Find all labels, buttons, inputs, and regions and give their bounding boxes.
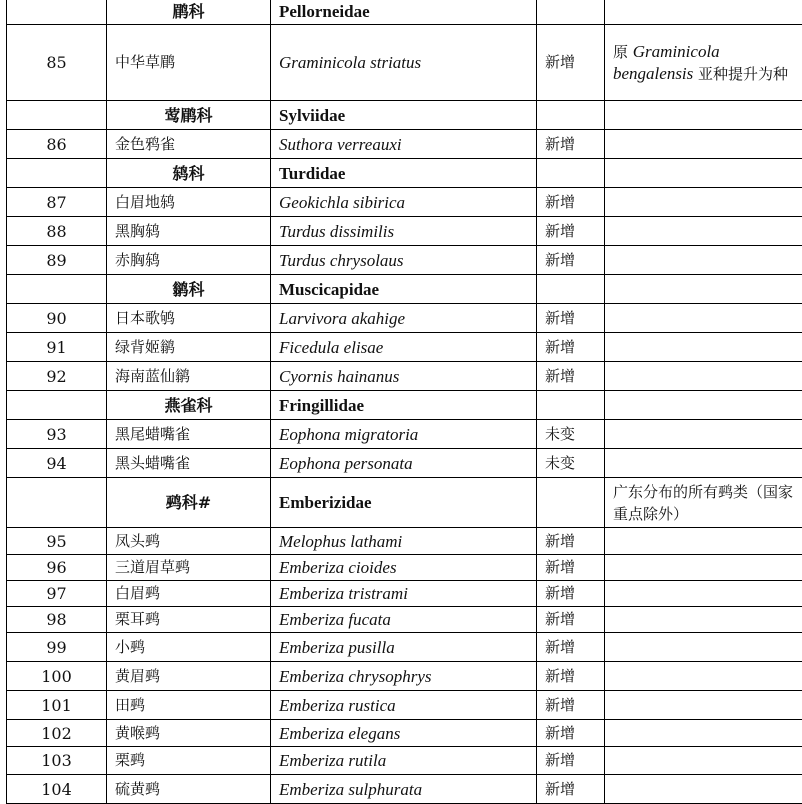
family-sci: Sylviidae	[271, 101, 537, 130]
table-row	[7, 775, 802, 804]
status: 新增	[537, 555, 605, 581]
status: 新增	[537, 607, 605, 633]
row-number: 90	[7, 304, 107, 333]
chinese-name: 日本歌鸲	[107, 304, 271, 333]
row-number: 104	[7, 775, 107, 804]
family-row	[7, 0, 802, 25]
family-cn: 莺鹛科	[107, 101, 271, 130]
table-row	[7, 362, 802, 391]
family-sci: Emberizidae	[271, 478, 537, 528]
family-row	[7, 275, 802, 304]
status: 新增	[537, 581, 605, 607]
status: 新增	[537, 633, 605, 662]
row-number: 103	[7, 747, 107, 775]
family-row	[7, 159, 802, 188]
table-row	[7, 246, 802, 275]
row-number: 99	[7, 633, 107, 662]
status: 新增	[537, 246, 605, 275]
chinese-name: 黑头蜡嘴雀	[107, 449, 271, 478]
table-row	[7, 633, 802, 662]
family-sci: Muscicapidae	[271, 275, 537, 304]
family-row	[7, 101, 802, 130]
family-cn: 鸫科	[107, 159, 271, 188]
scientific-name: Emberiza sulphurata	[271, 775, 537, 804]
status: 新增	[537, 691, 605, 720]
row-number: 85	[7, 25, 107, 101]
status: 新增	[537, 775, 605, 804]
table-row	[7, 449, 802, 478]
row-number: 96	[7, 555, 107, 581]
row-number: 86	[7, 130, 107, 159]
row-number: 102	[7, 720, 107, 747]
chinese-name: 金色鸦雀	[107, 130, 271, 159]
table-row	[7, 555, 802, 581]
scientific-name: Ficedula elisae	[271, 333, 537, 362]
scientific-name: Eophona migratoria	[271, 420, 537, 449]
family-cn: 鹀科#	[107, 478, 271, 528]
chinese-name: 小鹀	[107, 633, 271, 662]
scientific-name: Cyornis hainanus	[271, 362, 537, 391]
status: 新增	[537, 217, 605, 246]
table-row	[7, 662, 802, 691]
table-row	[7, 217, 802, 246]
status: 未变	[537, 449, 605, 478]
table-row	[7, 581, 802, 607]
family-sci: Turdidae	[271, 159, 537, 188]
table-row	[7, 188, 802, 217]
note: 广东分布的所有鹀类（国家重点除外）	[605, 478, 802, 528]
chinese-name: 三道眉草鹀	[107, 555, 271, 581]
family-row	[7, 478, 802, 528]
table-row	[7, 304, 802, 333]
chinese-name: 海南蓝仙鹟	[107, 362, 271, 391]
chinese-name: 栗耳鹀	[107, 607, 271, 633]
family-cn: 鹛科	[107, 0, 271, 25]
scientific-name: Geokichla sibirica	[271, 188, 537, 217]
chinese-name: 凤头鹀	[107, 528, 271, 555]
scientific-name: Emberiza chrysophrys	[271, 662, 537, 691]
row-number: 91	[7, 333, 107, 362]
row-number: 97	[7, 581, 107, 607]
scientific-name: Melophus lathami	[271, 528, 537, 555]
chinese-name: 白眉鹀	[107, 581, 271, 607]
scientific-name: Emberiza fucata	[271, 607, 537, 633]
species-table	[6, 0, 802, 804]
table-row	[7, 420, 802, 449]
scientific-name: Larvivora akahige	[271, 304, 537, 333]
chinese-name: 黑尾蜡嘴雀	[107, 420, 271, 449]
status: 新增	[537, 130, 605, 159]
status: 新增	[537, 25, 605, 101]
table-row	[7, 130, 802, 159]
family-sci: Pellorneidae	[271, 0, 537, 25]
table-row	[7, 747, 802, 775]
chinese-name: 栗鹀	[107, 747, 271, 775]
table-row	[7, 25, 802, 101]
family-row	[7, 391, 802, 420]
status: 新增	[537, 333, 605, 362]
chinese-name: 白眉地鸫	[107, 188, 271, 217]
chinese-name: 中华草鹛	[107, 25, 271, 101]
row-number: 95	[7, 528, 107, 555]
chinese-name: 黄眉鹀	[107, 662, 271, 691]
row-number: 87	[7, 188, 107, 217]
row-number: 92	[7, 362, 107, 391]
scientific-name: Emberiza rustica	[271, 691, 537, 720]
scientific-name: Emberiza rutila	[271, 747, 537, 775]
chinese-name: 田鹀	[107, 691, 271, 720]
scientific-name: Emberiza cioides	[271, 555, 537, 581]
status: 新增	[537, 304, 605, 333]
chinese-name: 黄喉鹀	[107, 720, 271, 747]
scientific-name: Emberiza elegans	[271, 720, 537, 747]
row-number: 94	[7, 449, 107, 478]
chinese-name: 绿背姬鹟	[107, 333, 271, 362]
row-number: 93	[7, 420, 107, 449]
family-cn: 燕雀科	[107, 391, 271, 420]
scientific-name: Eophona personata	[271, 449, 537, 478]
chinese-name: 赤胸鸫	[107, 246, 271, 275]
status: 新增	[537, 188, 605, 217]
scientific-name: Emberiza pusilla	[271, 633, 537, 662]
status: 新增	[537, 362, 605, 391]
row-number: 88	[7, 217, 107, 246]
table-row	[7, 528, 802, 555]
row-number: 101	[7, 691, 107, 720]
family-sci: Fringillidae	[271, 391, 537, 420]
family-cn: 鹟科	[107, 275, 271, 304]
status: 新增	[537, 720, 605, 747]
status: 新增	[537, 662, 605, 691]
table-row	[7, 691, 802, 720]
scientific-name: Turdus chrysolaus	[271, 246, 537, 275]
chinese-name: 黑胸鸫	[107, 217, 271, 246]
scientific-name: Suthora verreauxi	[271, 130, 537, 159]
note: 原 Graminicola bengalensis 亚种提升为种	[605, 25, 802, 101]
scientific-name: Turdus dissimilis	[271, 217, 537, 246]
row-number: 89	[7, 246, 107, 275]
row-number: 100	[7, 662, 107, 691]
scientific-name: Emberiza tristrami	[271, 581, 537, 607]
table-row	[7, 607, 802, 633]
table-row	[7, 720, 802, 747]
status: 未变	[537, 420, 605, 449]
status: 新增	[537, 528, 605, 555]
chinese-name: 硫黄鹀	[107, 775, 271, 804]
row-number: 98	[7, 607, 107, 633]
status: 新增	[537, 747, 605, 775]
scientific-name: Graminicola striatus	[271, 25, 537, 101]
table-row	[7, 333, 802, 362]
